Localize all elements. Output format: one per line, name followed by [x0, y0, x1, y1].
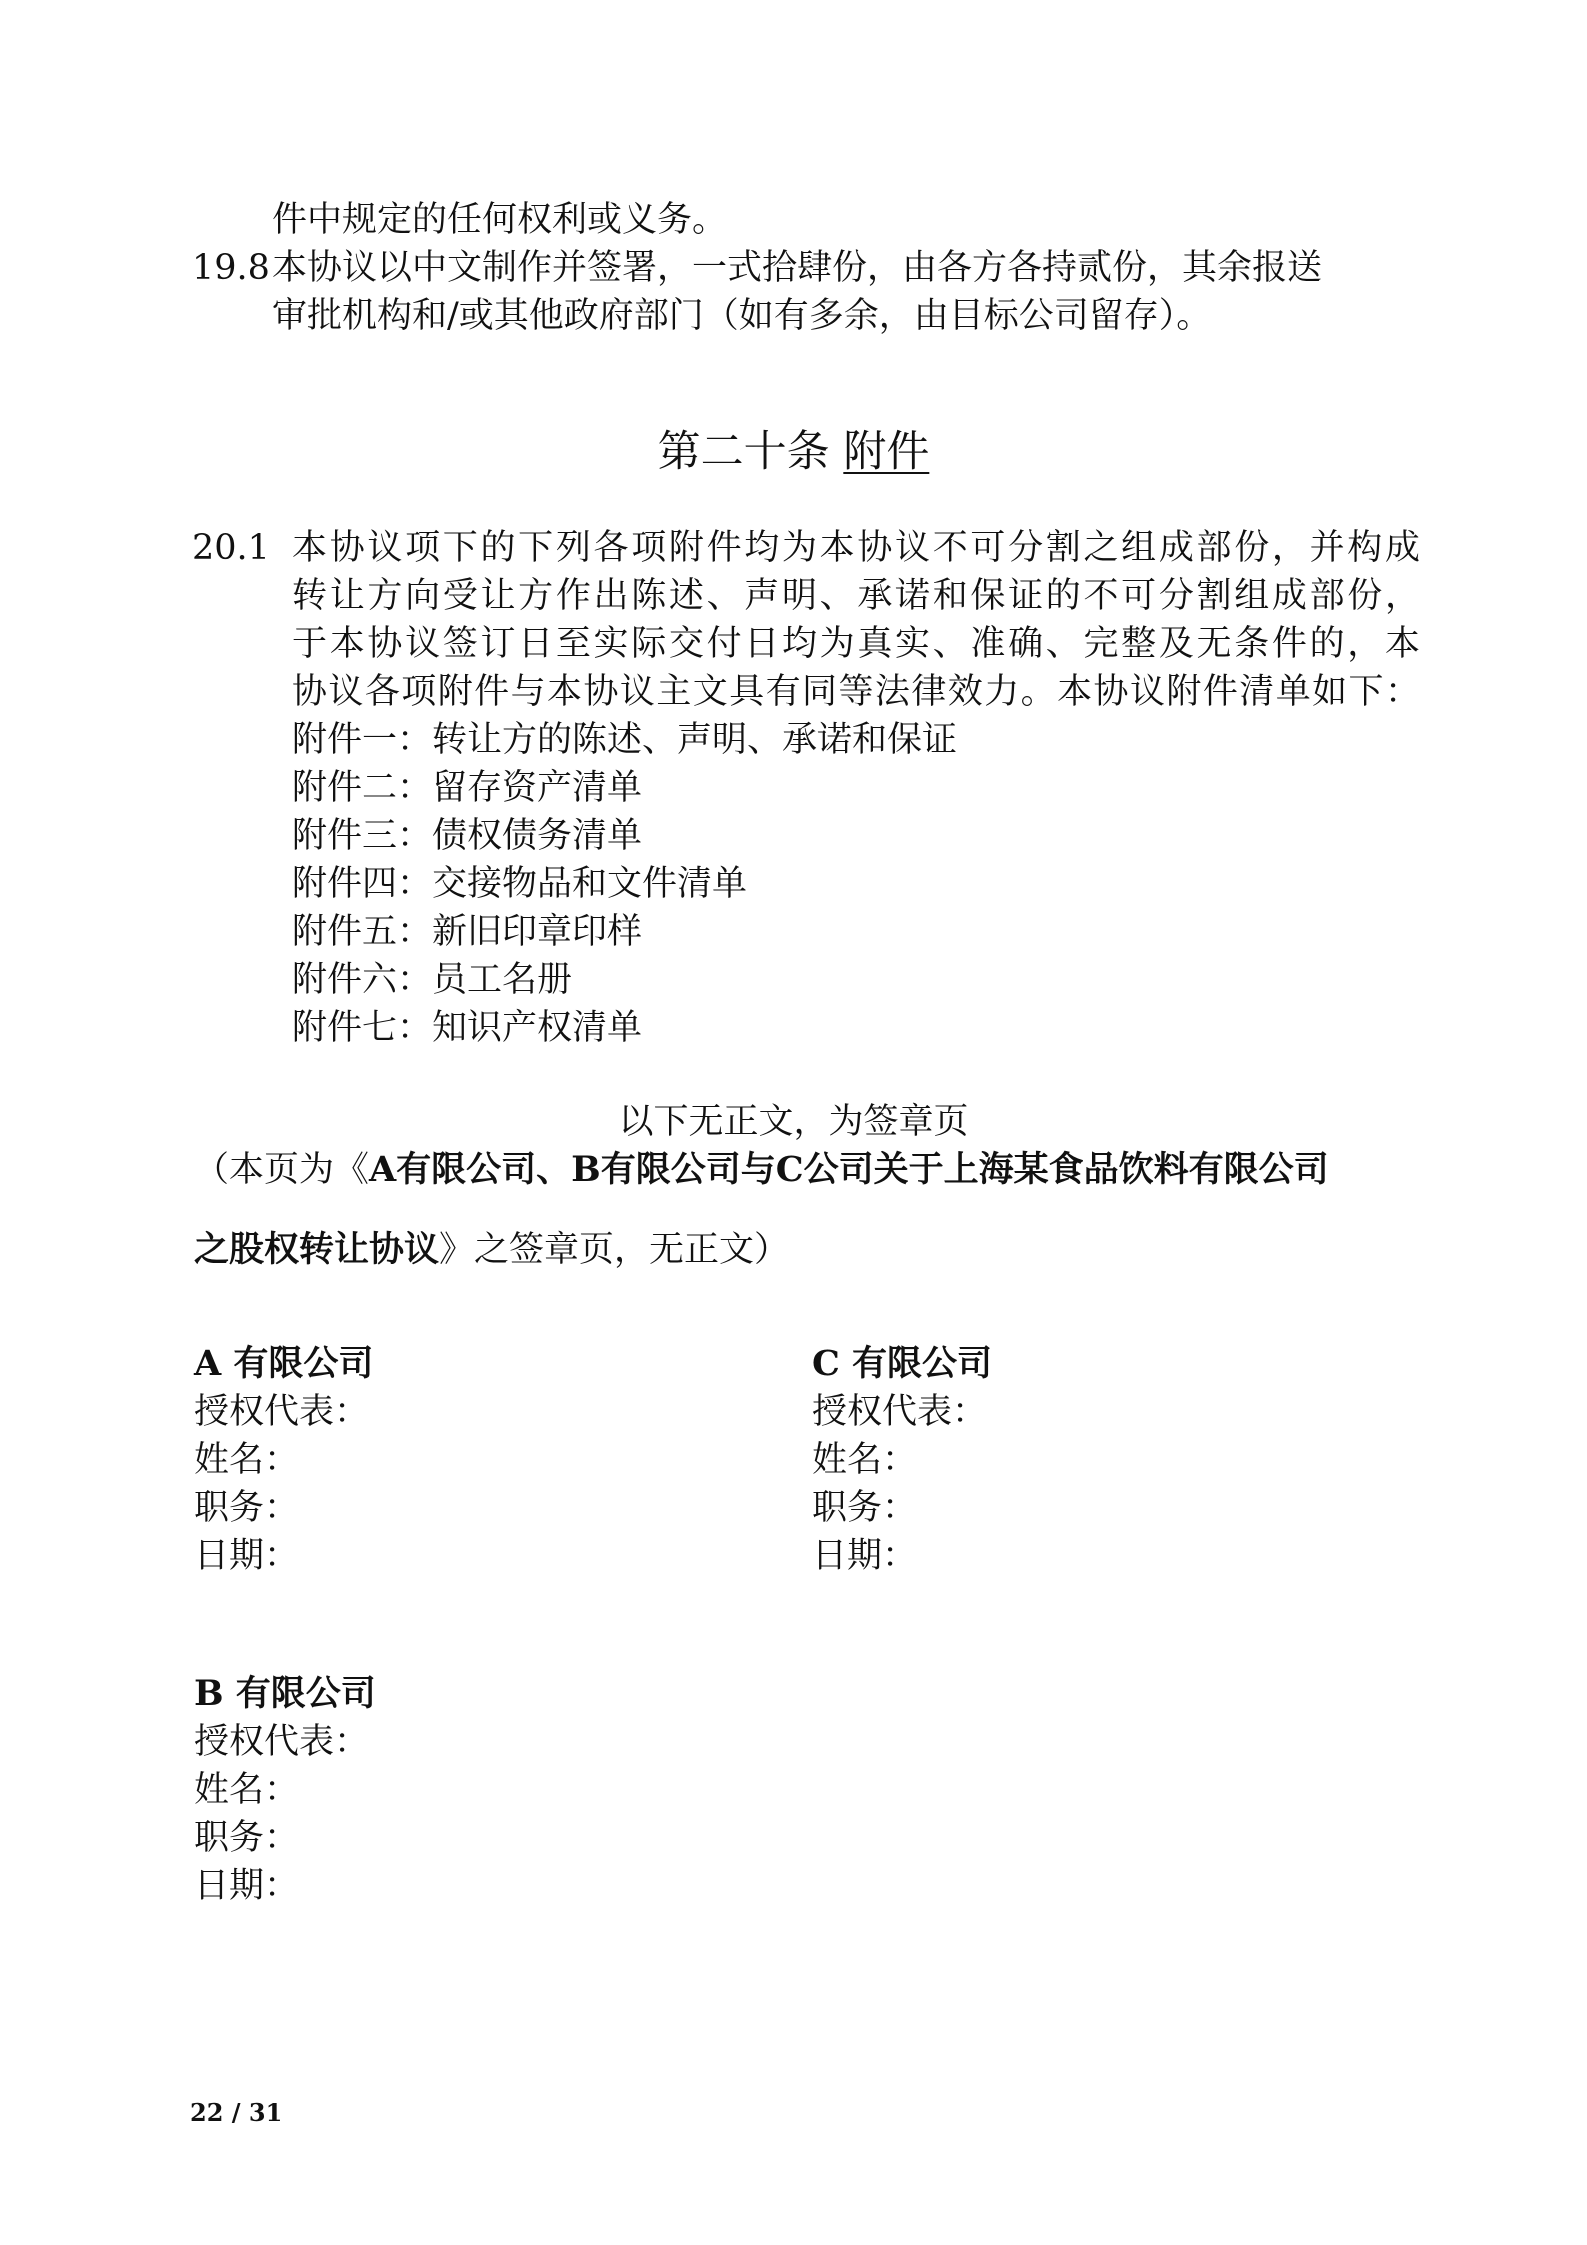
page-number: 22 / 31 — [190, 2098, 283, 2127]
signatory-a-title: 职务： — [194, 1488, 300, 1528]
attachment-item: 附件二：留存资产清单 — [292, 768, 643, 808]
clause-19-8-line-1: 本协议以中文制作并签署，一式拾肆份，由各方各持贰份，其余报送 — [272, 248, 1323, 288]
signatory-b-authorized-rep: 授权代表： — [194, 1722, 370, 1762]
signatory-a-name: 姓名： — [194, 1440, 300, 1480]
attachment-item: 附件五：新旧印章印样 — [292, 912, 643, 952]
caption-bracket-close: 》之签章页，无正文） — [439, 1230, 790, 1270]
signatory-c-authorized-rep: 授权代表： — [812, 1392, 988, 1432]
signatory-c-date: 日期： — [812, 1536, 918, 1576]
attachment-item: 附件七：知识产权清单 — [292, 1008, 643, 1048]
attachment-item: 附件一：转让方的陈述、声明、承诺和保证 — [292, 720, 958, 760]
section-20-heading — [0, 422, 1587, 482]
attachment-item: 附件四：交接物品和文件清单 — [292, 864, 748, 904]
attachment-item: 附件六：员工名册 — [292, 960, 573, 1000]
clause-20-1-number: 20.1 — [192, 528, 270, 568]
signatory-b-name: 姓名： — [194, 1770, 300, 1810]
no-further-text-note: 以下无正文，为签章页 — [618, 1102, 969, 1142]
signatory-b-title: 职务： — [194, 1818, 300, 1858]
signature-page-caption-line-1 — [194, 1146, 1329, 1194]
caption-agreement-title: 之股权转让协议 — [194, 1229, 440, 1270]
signatory-b-date: 日期： — [194, 1866, 300, 1906]
clause-20-1-line-4: 协议各项附件与本协议主文具有同等法律效力。本协议附件清单如下： — [292, 672, 1420, 712]
clause-20-1-line-3: 于本协议签订日至实际交付日均为真实、准确、完整及无条件的，本 — [292, 624, 1420, 664]
clause-19-7-continuation: 件中规定的任何权利或义务。 — [272, 200, 728, 240]
signature-page-caption-line-2 — [194, 1226, 789, 1274]
section-20-heading-title: 附件 — [843, 427, 930, 477]
section-20-heading-prefix: 第二十条 — [657, 427, 830, 477]
signatory-c-name: 姓名： — [812, 1440, 918, 1480]
clause-20-1-line-2: 转让方向受让方作出陈述、声明、承诺和保证的不可分割组成部份， — [292, 576, 1420, 616]
clause-19-8-number: 19.8 — [192, 248, 270, 288]
caption-parties: A有限公司、B有限公司与C公司关于上海某食品饮料有限公司 — [369, 1149, 1329, 1190]
signatory-b-company: B 有限公司 — [194, 1673, 376, 1714]
attachment-item: 附件三：债权债务清单 — [292, 816, 643, 856]
clause-20-1-line-1: 本协议项下的下列各项附件均为本协议不可分割之组成部份，并构成 — [292, 528, 1420, 568]
clause-19-8-line-2: 审批机构和/或其他政府部门（如有多余，由目标公司留存）。 — [272, 296, 1212, 336]
caption-bracket-open: （本页为《 — [194, 1150, 370, 1190]
signatory-a-date: 日期： — [194, 1536, 300, 1576]
signatory-c-company: C 有限公司 — [812, 1343, 993, 1384]
signatory-a-company: A 有限公司 — [194, 1343, 374, 1384]
signatory-a-authorized-rep: 授权代表： — [194, 1392, 370, 1432]
signatory-c-title: 职务： — [812, 1488, 918, 1528]
